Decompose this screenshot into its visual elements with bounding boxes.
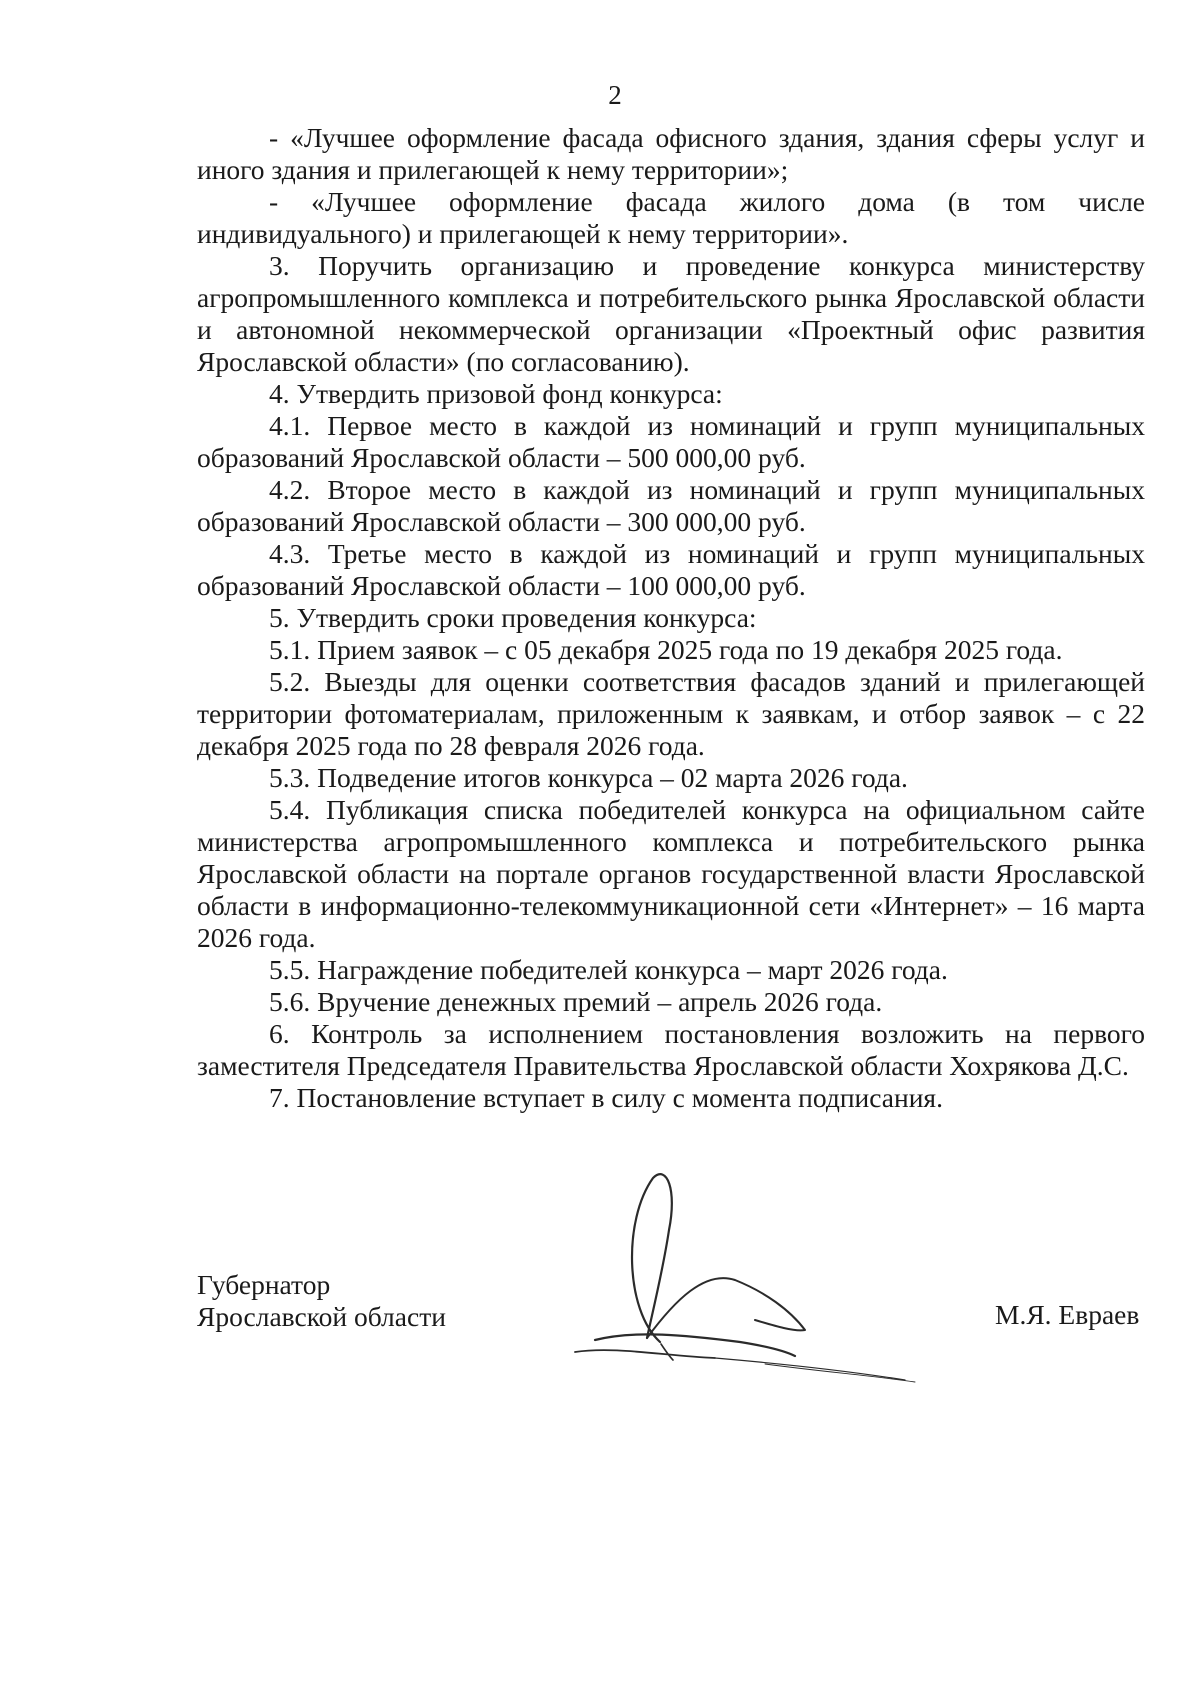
- paragraph-4-3: 4.3. Третье место в каждой из номинаций и групп муниципальных образований Ярославской области – 100 000,00 руб.: [197, 538, 1145, 601]
- document-body: [197, 122, 1145, 1114]
- signatory-name: М.Я. Евраев: [995, 1299, 1140, 1330]
- paragraph-5-1: 5.1. Прием заявок – с 05 декабря 2025 года по 19 декабря 2025 года.: [269, 634, 1063, 665]
- paragraph-5-3: 5.3. Подведение итогов конкурса – 02 марта 2026 года.: [269, 762, 908, 793]
- signatory-position-title: Губернатор: [197, 1269, 331, 1300]
- page-number: 2: [608, 80, 622, 110]
- paragraph-5-2: 5.2. Выезды для оценки соответствия фасадов зданий и прилегающей территории фотоматериалам, приложенным к заявкам, и отбор заявок – с 22 декабря 2025 года по 28 февраля 2026 года.: [197, 666, 1145, 761]
- paragraph-4: 4. Утвердить призовой фонд конкурса:: [269, 378, 723, 409]
- signatory-position: [197, 1269, 446, 1333]
- paragraph-6: 6. Контроль за исполнением постановления возложить на первого заместителя Председателя Правительства Ярославской области Хохрякова Д.С.: [197, 1018, 1145, 1081]
- handwritten-signature: [565, 1160, 945, 1420]
- signatory-position-region: Ярославской области: [197, 1301, 446, 1332]
- paragraph-5: 5. Утвердить сроки проведения конкурса:: [269, 602, 757, 633]
- paragraph-3: 3. Поручить организацию и проведение конкурса министерству агропромышленного комплекса и потребительского рынка Ярославской области и автономной некоммерческой организации «Проектный офис развития Ярославской области» (по согласованию).: [197, 250, 1145, 377]
- paragraph-5-6: 5.6. Вручение денежных премий – апрель 2026 года.: [269, 986, 883, 1017]
- paragraph-7: 7. Постановление вступает в силу с момента подписания.: [269, 1082, 943, 1113]
- paragraph-4-1: 4.1. Первое место в каждой из номинаций и групп муниципальных образований Ярославской области – 500 000,00 руб.: [197, 410, 1145, 473]
- paragraph-nomination-office: - «Лучшее оформление фасада офисного здания, здания сферы услуг и иного здания и прилегающей к нему территории»;: [197, 122, 1145, 185]
- paragraph-5-4: 5.4. Публикация списка победителей конкурса на официальном сайте министерства агропромышленного комплекса и потребительского рынка Ярославской области на портале органов государственной власти Ярославской области в информационно-телекоммуникационной сети «Интернет» – 16 марта 2026 года.: [197, 794, 1145, 953]
- paragraph-4-2: 4.2. Второе место в каждой из номинаций и групп муниципальных образований Ярославской области – 300 000,00 руб.: [197, 474, 1145, 537]
- paragraph-nomination-residential: - «Лучшее оформление фасада жилого дома (в том числе индивидуального) и прилегающей к нему территории».: [197, 186, 1145, 249]
- paragraph-5-5: 5.5. Награждение победителей конкурса – март 2026 года.: [269, 954, 948, 985]
